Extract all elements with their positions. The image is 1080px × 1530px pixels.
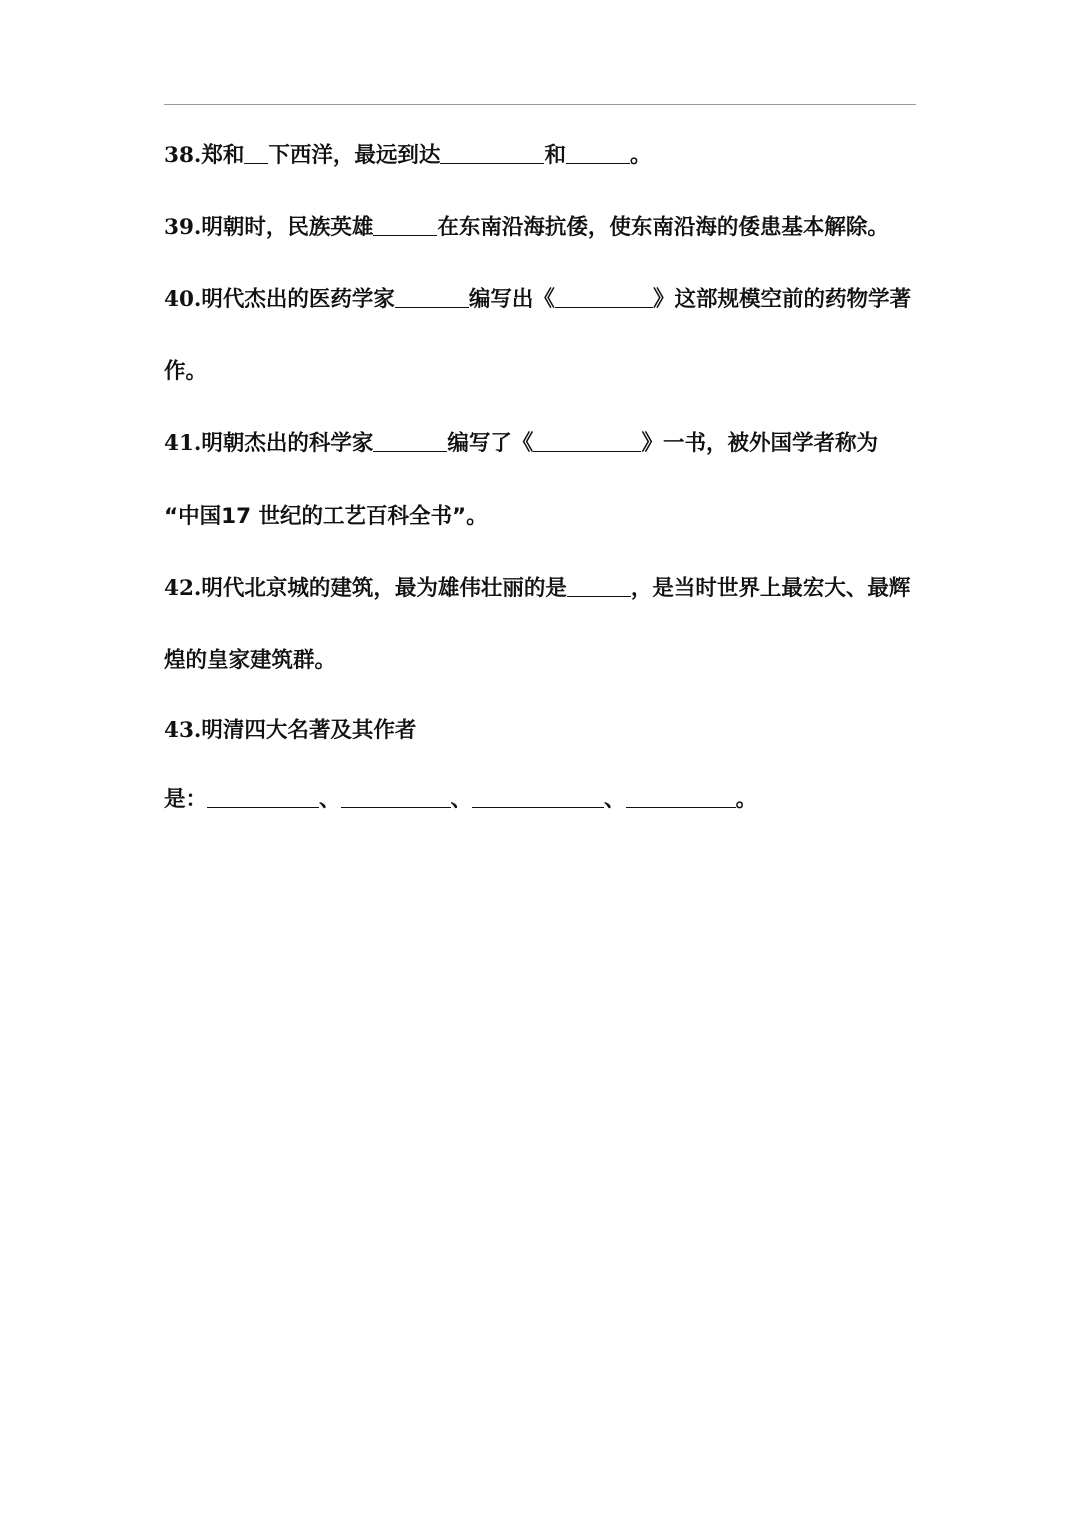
question-text: 编写了《 xyxy=(447,431,534,456)
question-number: 39. xyxy=(164,215,202,240)
answer-blank[interactable] xyxy=(341,785,451,808)
question-40 xyxy=(164,283,911,317)
question-42-continued xyxy=(164,644,336,678)
answer-blank[interactable] xyxy=(555,285,653,308)
question-text: ，是当时世界上最宏大、最辉 xyxy=(630,576,911,601)
answer-blank[interactable] xyxy=(626,785,736,808)
question-41-continued xyxy=(164,500,488,534)
top-divider xyxy=(164,104,916,105)
question-text: 明朝杰出的科学家 xyxy=(201,431,374,456)
question-text: 明代北京城的建筑，最为雄伟壮丽的是 xyxy=(201,576,567,601)
answer-blank[interactable] xyxy=(533,429,641,452)
question-39 xyxy=(164,211,889,245)
question-text: 明清四大名著及其作者 xyxy=(201,718,417,743)
separator: 、 xyxy=(604,787,626,812)
question-number: 41. xyxy=(164,431,202,456)
question-text: 郑和 xyxy=(201,143,245,168)
question-text: 》这部规模空前的药物学著 xyxy=(652,287,911,312)
answer-blank[interactable] xyxy=(207,785,319,808)
answer-blank[interactable] xyxy=(566,141,630,164)
question-41 xyxy=(164,427,878,461)
question-text: 作。 xyxy=(164,359,208,384)
question-number: 42. xyxy=(164,576,202,601)
question-43-continued xyxy=(164,783,757,817)
question-text: 煌的皇家建筑群。 xyxy=(164,648,337,673)
answer-blank[interactable] xyxy=(244,141,268,164)
question-text: 是： xyxy=(164,787,208,812)
answer-blank[interactable] xyxy=(440,141,544,164)
question-42 xyxy=(164,572,910,606)
question-text: 。 xyxy=(629,143,652,168)
question-38 xyxy=(164,139,651,173)
question-number: 43. xyxy=(164,718,202,743)
question-text: 和 xyxy=(544,143,566,168)
question-text: 》一书，被外国学者称为 xyxy=(641,431,878,456)
answer-blank[interactable] xyxy=(567,574,631,597)
separator: 、 xyxy=(319,787,341,812)
question-number: 40. xyxy=(164,287,202,312)
question-text: 明朝时，民族英雄 xyxy=(201,215,374,240)
question-text: “中国17 世纪的工艺百科全书”。 xyxy=(164,504,488,529)
question-40-continued xyxy=(164,355,207,389)
question-number: 38. xyxy=(164,143,202,168)
question-text: 明代杰出的医药学家 xyxy=(201,287,395,312)
question-43 xyxy=(164,714,416,748)
question-text: 在东南沿海抗倭，使东南沿海的倭患基本解除。 xyxy=(437,215,889,240)
question-text: 下西洋，最远到达 xyxy=(268,143,441,168)
answer-blank[interactable] xyxy=(472,785,604,808)
answer-blank[interactable] xyxy=(373,213,437,236)
answer-blank[interactable] xyxy=(395,285,469,308)
question-text: 编写出《 xyxy=(468,287,555,312)
separator: 、 xyxy=(450,787,473,812)
answer-blank[interactable] xyxy=(373,429,447,452)
question-text: 。 xyxy=(735,787,758,812)
